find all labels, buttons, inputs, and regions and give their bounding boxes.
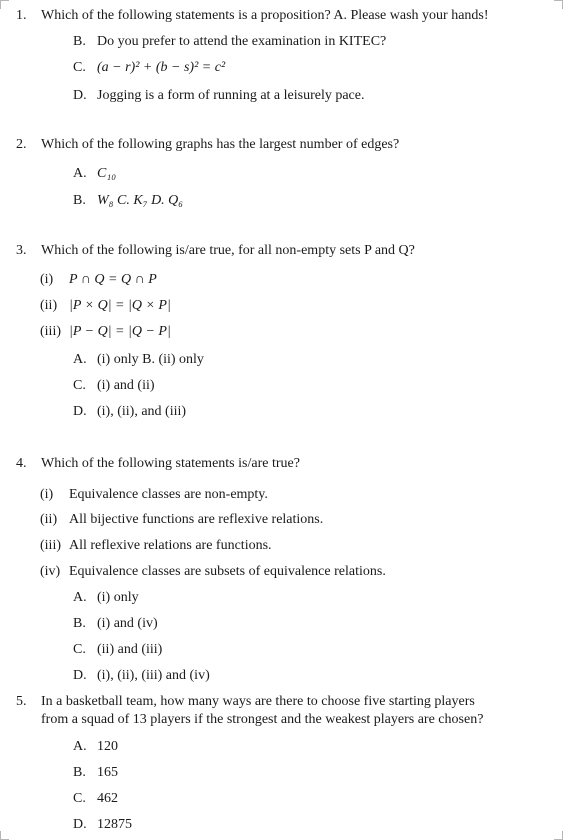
statement-iv: (iv) Equivalence classes are subsets of equivalence relations. bbox=[40, 564, 386, 579]
option-c: C. (a − r)² + (b − s)² = c² bbox=[73, 60, 226, 75]
option-c: C. (ii) and (iii) bbox=[73, 642, 163, 657]
option-d: D. (i), (ii), and (iii) bbox=[73, 404, 187, 419]
question-stem: Which of the following is/are true, for all non-empty sets P and Q? bbox=[41, 243, 415, 258]
option-c: C. 462 bbox=[73, 791, 118, 806]
question-number: 2. bbox=[16, 137, 27, 152]
option-a: A. C₁₀ bbox=[73, 166, 117, 181]
statement-i: (i) Equivalence classes are non-empty. bbox=[40, 487, 268, 502]
option-d: D. 12875 bbox=[73, 817, 132, 832]
question-stem-line: In a basketball team, how many ways are there to choose five starting players bbox=[41, 694, 475, 709]
option-d: D. Jogging is a form of running at a leisurely pace. bbox=[73, 88, 365, 103]
option-a: A. (i) only B. (ii) only bbox=[73, 352, 204, 367]
question-number: 1. bbox=[16, 8, 27, 23]
option-a: A. 120 bbox=[73, 739, 118, 754]
question-stem: Which of the following graphs has the largest number of edges? bbox=[41, 137, 400, 152]
option-b: B. W₈ C. K₇ D. Q₆ bbox=[73, 193, 184, 208]
page-corner-mark bbox=[554, 831, 563, 840]
option-a: A. (i) only bbox=[73, 590, 139, 605]
option-b: B. (i) and (iv) bbox=[73, 616, 158, 631]
question-number: 3. bbox=[16, 243, 27, 258]
statement-iii: (iii) |P − Q| = |Q − P| bbox=[40, 324, 171, 339]
option-b: B. Do you prefer to attend the examination in KITEC? bbox=[73, 34, 387, 49]
option-b: B. 165 bbox=[73, 765, 118, 780]
statement-ii: (ii) |P × Q| = |Q × P| bbox=[40, 298, 171, 313]
question-stem-line: from a squad of 13 players if the strongest and the weakest players are chosen? bbox=[41, 712, 484, 727]
statement-ii: (ii) All bijective functions are reflexive relations. bbox=[40, 512, 324, 527]
option-d: D. (i), (ii), (iii) and (iv) bbox=[73, 668, 210, 683]
question-number: 4. bbox=[16, 456, 27, 471]
question-number: 5. bbox=[16, 694, 27, 709]
page-corner-mark bbox=[554, 0, 563, 9]
option-c: C. (i) and (ii) bbox=[73, 378, 155, 393]
question-stem: Which of the following statements is a proposition? A. Please wash your hands! bbox=[41, 8, 489, 23]
page-corner-mark bbox=[0, 0, 9, 9]
page-corner-mark bbox=[0, 831, 9, 840]
statement-i: (i) P ∩ Q = Q ∩ P bbox=[40, 272, 157, 287]
question-stem: Which of the following statements is/are true? bbox=[41, 456, 300, 471]
statement-iii: (iii) All reflexive relations are functions. bbox=[40, 538, 272, 553]
